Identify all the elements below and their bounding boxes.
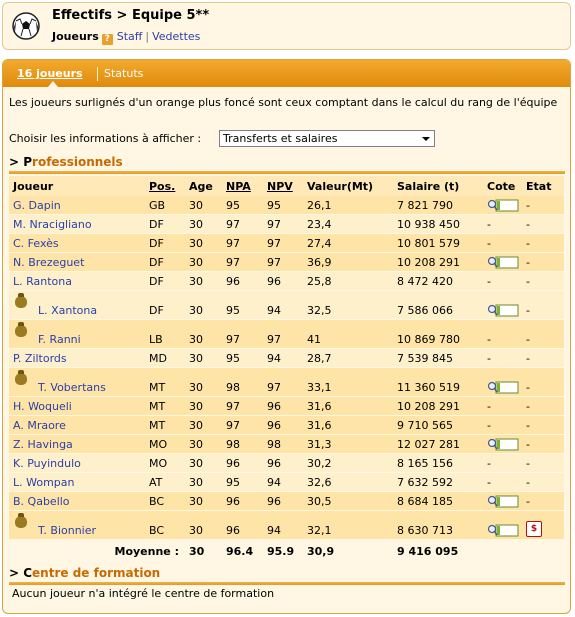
cell-npv: 96 [263, 397, 303, 416]
cell-npv: 96 [263, 454, 303, 473]
cell-valeur: 32,5 [303, 291, 393, 320]
cell-age: 30 [185, 368, 222, 397]
cell-age: 30 [185, 511, 222, 540]
cell-cote [483, 511, 522, 540]
player-name[interactable]: H. Woqueli [13, 399, 72, 413]
cell-joueur [9, 368, 145, 397]
cell-cote [483, 234, 522, 253]
cell-pos: DF [145, 272, 185, 291]
cell-pos: DF [145, 253, 185, 272]
page-title: Effectifs > Equipe 5** [52, 8, 210, 23]
cote-value: - [487, 418, 491, 432]
cell-npv: 95 [263, 196, 303, 215]
tab-bar [3, 60, 570, 87]
cell-salaire: 10 938 450 [393, 215, 483, 234]
etat-value: - [526, 333, 530, 346]
magnifier-gauge-icon[interactable] [487, 524, 519, 537]
table-row [9, 320, 564, 349]
cell-npv: 97 [263, 253, 303, 272]
cote-value: - [487, 236, 491, 250]
cell-npv: 96 [263, 416, 303, 435]
money-bag-icon [15, 516, 27, 528]
cell-valeur: 23,4 [303, 215, 393, 234]
player-name[interactable]: F. Ranni [38, 333, 81, 346]
magnifier-gauge-icon[interactable] [487, 437, 519, 450]
table-row [9, 511, 564, 540]
table-row [9, 215, 564, 234]
cell-valeur: 32,6 [303, 473, 393, 492]
cell-etat [522, 473, 564, 492]
table-row [9, 234, 564, 253]
cell-cote [483, 473, 522, 492]
cote-value: - [487, 333, 491, 346]
player-name[interactable]: B. Qabello [13, 494, 70, 508]
cell-joueur [9, 215, 145, 234]
cell-salaire: 10 801 579 [393, 234, 483, 253]
col-pos[interactable]: Pos. [145, 176, 185, 196]
cell-npv: 97 [263, 368, 303, 397]
cell-etat [522, 349, 564, 368]
sub-navigation [52, 30, 200, 45]
cell-salaire: 8 630 713 [393, 511, 483, 540]
cell-valeur: 31,3 [303, 435, 393, 454]
table-row [9, 349, 564, 368]
cell-etat [522, 435, 564, 454]
cell-joueur [9, 511, 145, 540]
magnifier-gauge-icon[interactable] [487, 381, 519, 394]
cell-age: 30 [185, 196, 222, 215]
cell-joueur [9, 253, 145, 272]
tab-statuts[interactable]: Statuts [104, 67, 144, 80]
cell-valeur: 31,6 [303, 416, 393, 435]
cell-pos: MT [145, 368, 185, 397]
cell-joueur [9, 416, 145, 435]
player-name[interactable]: L. Rantona [13, 274, 72, 288]
cell-npv: 96 [263, 492, 303, 511]
cell-valeur: 28,7 [303, 349, 393, 368]
cote-value: - [487, 475, 491, 489]
cell-npa: 98 [222, 435, 263, 454]
cell-pos: MT [145, 416, 185, 435]
cell-etat [522, 196, 564, 215]
cell-age: 30 [185, 291, 222, 320]
squad-panel [2, 59, 571, 614]
table-header [9, 176, 564, 196]
cell-pos: BC [145, 511, 185, 540]
player-name[interactable]: L. Xantona [38, 304, 98, 317]
col-salaire[interactable]: Salaire (t) [393, 176, 483, 196]
info-select-value: Transferts et salaires [223, 132, 338, 145]
cell-pos: MT [145, 397, 185, 416]
average-row [9, 540, 564, 563]
cell-npa: 95 [222, 291, 263, 320]
cell-npa: 95 [222, 196, 263, 215]
cell-npa: 95 [222, 473, 263, 492]
cell-age: 30 [185, 454, 222, 473]
soccer-ball-icon [12, 12, 40, 40]
cell-valeur: 30,2 [303, 454, 393, 473]
cell-pos: MO [145, 454, 185, 473]
cell-etat [522, 215, 564, 234]
nav-separator: | [145, 30, 150, 43]
help-icon[interactable]: ? [102, 34, 113, 45]
magnifier-gauge-icon[interactable] [487, 255, 519, 268]
cell-joueur [9, 272, 145, 291]
section-title-pro [9, 155, 123, 169]
cote-value: - [487, 351, 491, 365]
etat-value: - [526, 418, 530, 432]
cell-valeur: 36,9 [303, 253, 393, 272]
cell-age: 30 [185, 234, 222, 253]
etat-value: - [526, 304, 530, 317]
cell-pos: LB [145, 320, 185, 349]
money-bag-icon [15, 373, 27, 385]
cell-npv: 94 [263, 291, 303, 320]
etat-value: - [526, 217, 530, 231]
cell-salaire: 7 632 592 [393, 473, 483, 492]
player-name[interactable]: N. Brezeguet [13, 255, 85, 269]
cell-cote [483, 454, 522, 473]
cell-salaire: 7 821 790 [393, 196, 483, 215]
cell-etat [522, 492, 564, 511]
cote-value: - [487, 217, 491, 231]
etat-value: - [526, 351, 530, 365]
cell-npv: 94 [263, 473, 303, 492]
cell-cote [483, 397, 522, 416]
col-npa[interactable]: NPA [222, 176, 263, 196]
top-header [2, 2, 571, 50]
etat-value: - [526, 437, 530, 451]
cell-salaire: 8 684 185 [393, 492, 483, 511]
cell-joueur [9, 473, 145, 492]
cell-etat [522, 272, 564, 291]
cell-salaire: 10 869 780 [393, 320, 483, 349]
average-valeur: 30,9 [303, 540, 393, 563]
cell-npv: 97 [263, 215, 303, 234]
cell-age: 30 [185, 435, 222, 454]
cell-cote [483, 435, 522, 454]
cell-cote [483, 291, 522, 320]
cell-npa: 97 [222, 234, 263, 253]
cell-age: 30 [185, 473, 222, 492]
cell-age: 30 [185, 320, 222, 349]
info-select[interactable] [219, 130, 435, 147]
cell-age: 30 [185, 272, 222, 291]
cell-pos: DF [145, 215, 185, 234]
cell-joueur [9, 234, 145, 253]
cell-pos: MO [145, 435, 185, 454]
table-row [9, 492, 564, 511]
cell-pos: MD [145, 349, 185, 368]
col-etat: Etat [522, 176, 564, 196]
cell-pos: DF [145, 234, 185, 253]
cell-npa: 96 [222, 454, 263, 473]
cell-age: 30 [185, 397, 222, 416]
cell-joueur [9, 196, 145, 215]
cell-salaire: 10 208 291 [393, 397, 483, 416]
section-initial: P [23, 155, 33, 169]
cell-etat [522, 511, 564, 540]
player-name[interactable]: Z. Havinga [13, 437, 73, 451]
cell-salaire: 12 027 281 [393, 435, 483, 454]
cell-npv: 94 [263, 511, 303, 540]
cell-etat [522, 234, 564, 253]
average-age: 30 [185, 540, 222, 563]
table-row [9, 291, 564, 320]
etat-value: - [526, 274, 530, 288]
cell-npv: 97 [263, 234, 303, 253]
cell-pos: BC [145, 492, 185, 511]
cell-valeur: 31,6 [303, 397, 393, 416]
nav-joueurs: Joueurs [52, 30, 99, 43]
cote-value: - [487, 274, 491, 288]
money-bag-icon [15, 296, 27, 308]
average-npa: 96.4 [222, 540, 263, 563]
cell-npa: 95 [222, 349, 263, 368]
table-row [9, 368, 564, 397]
cell-npa: 97 [222, 416, 263, 435]
cell-salaire: 8 165 156 [393, 454, 483, 473]
player-name[interactable]: T. Vobertans [38, 381, 106, 394]
player-name[interactable]: T. Bionnier [38, 524, 97, 537]
cell-cote [483, 492, 522, 511]
magnifier-gauge-icon[interactable] [487, 304, 519, 317]
cell-joueur [9, 320, 145, 349]
cell-cote [483, 349, 522, 368]
cell-salaire: 7 586 066 [393, 291, 483, 320]
cell-npa: 97 [222, 320, 263, 349]
cell-etat [522, 416, 564, 435]
col-joueur[interactable]: Joueur [9, 176, 145, 196]
cell-cote [483, 416, 522, 435]
etat-value: - [526, 236, 530, 250]
cell-cote [483, 196, 522, 215]
section-arrow: > [9, 566, 24, 580]
selector-label: Choisir les informations à afficher : [9, 132, 202, 145]
highlight-note: Les joueurs surlignés d'un orange plus foncé sont ceux comptant dans le calcul du rang de l'équipe [9, 96, 558, 109]
player-name[interactable]: M. Nracigliano [13, 217, 92, 231]
nav-staff[interactable]: Staff [116, 30, 143, 43]
cell-salaire: 11 360 519 [393, 368, 483, 397]
cote-value: - [487, 399, 491, 413]
section-rest: entre de formation [32, 566, 161, 580]
section-initial: C [23, 566, 33, 580]
average-npv: 95.9 [263, 540, 303, 563]
table-row [9, 473, 564, 492]
cell-valeur: 33,1 [303, 368, 393, 397]
cell-cote [483, 320, 522, 349]
cell-valeur: 41 [303, 320, 393, 349]
player-name[interactable]: P. Ziltords [13, 351, 67, 365]
cell-age: 30 [185, 253, 222, 272]
cell-pos: GB [145, 196, 185, 215]
cell-npa: 97 [222, 253, 263, 272]
section-title-formation [9, 566, 160, 580]
player-table-body [9, 196, 564, 540]
cell-age: 30 [185, 349, 222, 368]
nav-vedettes[interactable]: Vedettes [152, 30, 201, 43]
cell-salaire: 10 208 291 [393, 253, 483, 272]
cell-etat [522, 291, 564, 320]
formation-empty-text: Aucun joueur n'a intégré le centre de formation [12, 587, 275, 600]
col-cote: Cote [483, 176, 522, 196]
cote-value: - [487, 456, 491, 470]
player-table [9, 176, 564, 563]
money-bag-icon [15, 325, 27, 337]
cell-etat [522, 253, 564, 272]
cell-valeur: 27,4 [303, 234, 393, 253]
cell-cote [483, 272, 522, 291]
etat-value: - [526, 456, 530, 470]
cell-npv: 98 [263, 435, 303, 454]
cell-age: 30 [185, 492, 222, 511]
etat-value: - [526, 399, 530, 413]
etat-value: - [526, 475, 530, 489]
cell-pos: DF [145, 291, 185, 320]
cell-npa: 97 [222, 215, 263, 234]
transfer-listed-icon[interactable]: $ [526, 521, 542, 537]
cell-etat [522, 368, 564, 397]
table-row [9, 435, 564, 454]
average-salaire: 9 416 095 [393, 540, 483, 563]
player-name[interactable]: A. Mraore [13, 418, 66, 432]
cell-joueur [9, 349, 145, 368]
table-row [9, 196, 564, 215]
cell-age: 30 [185, 416, 222, 435]
player-name[interactable]: L. Wompan [13, 475, 75, 489]
cell-valeur: 25,8 [303, 272, 393, 291]
cell-etat [522, 397, 564, 416]
cell-salaire: 8 472 420 [393, 272, 483, 291]
etat-value: - [526, 494, 530, 508]
player-name[interactable]: G. Dapin [13, 198, 61, 212]
table-row [9, 272, 564, 291]
etat-value: - [526, 381, 530, 394]
cell-npa: 96 [222, 511, 263, 540]
section-rest: rofessionnels [32, 155, 123, 169]
active-tab-pointer [48, 81, 58, 87]
cell-valeur: 26,1 [303, 196, 393, 215]
col-npv[interactable]: NPV [263, 176, 303, 196]
cell-joueur [9, 291, 145, 320]
cell-cote [483, 215, 522, 234]
table-row [9, 253, 564, 272]
col-valeur[interactable]: Valeur(Mt) [303, 176, 393, 196]
cell-joueur [9, 397, 145, 416]
etat-value: - [526, 255, 530, 269]
cell-npa: 98 [222, 368, 263, 397]
cell-etat [522, 454, 564, 473]
cell-etat [522, 320, 564, 349]
player-name[interactable]: C. Fexès [13, 236, 59, 250]
player-name[interactable]: K. Puyindulo [13, 456, 81, 470]
cell-joueur [9, 492, 145, 511]
cell-valeur: 32,1 [303, 511, 393, 540]
cell-npa: 97 [222, 397, 263, 416]
cell-npv: 94 [263, 349, 303, 368]
cell-age: 30 [185, 215, 222, 234]
section-divider [9, 171, 565, 174]
cell-cote [483, 368, 522, 397]
etat-value: - [526, 198, 530, 212]
table-row [9, 454, 564, 473]
cell-valeur: 30,5 [303, 492, 393, 511]
cell-salaire: 9 710 565 [393, 416, 483, 435]
col-age[interactable]: Age [185, 176, 222, 196]
cell-pos: AT [145, 473, 185, 492]
magnifier-gauge-icon[interactable] [487, 494, 519, 507]
table-row [9, 397, 564, 416]
tab-joueurs[interactable]: 16 joueurs [17, 67, 83, 80]
magnifier-gauge-icon[interactable] [487, 198, 519, 211]
cell-joueur [9, 435, 145, 454]
cell-npa: 96 [222, 272, 263, 291]
chevron-down-icon [422, 137, 430, 141]
cell-cote [483, 253, 522, 272]
table-row [9, 416, 564, 435]
cell-npv: 96 [263, 272, 303, 291]
cell-npa: 96 [222, 492, 263, 511]
average-label: Moyenne : [9, 540, 185, 563]
cell-npv: 97 [263, 320, 303, 349]
section-divider [9, 582, 565, 585]
section-arrow: > [9, 155, 24, 169]
tab-divider [97, 67, 98, 81]
cell-salaire: 7 539 845 [393, 349, 483, 368]
cell-joueur [9, 454, 145, 473]
